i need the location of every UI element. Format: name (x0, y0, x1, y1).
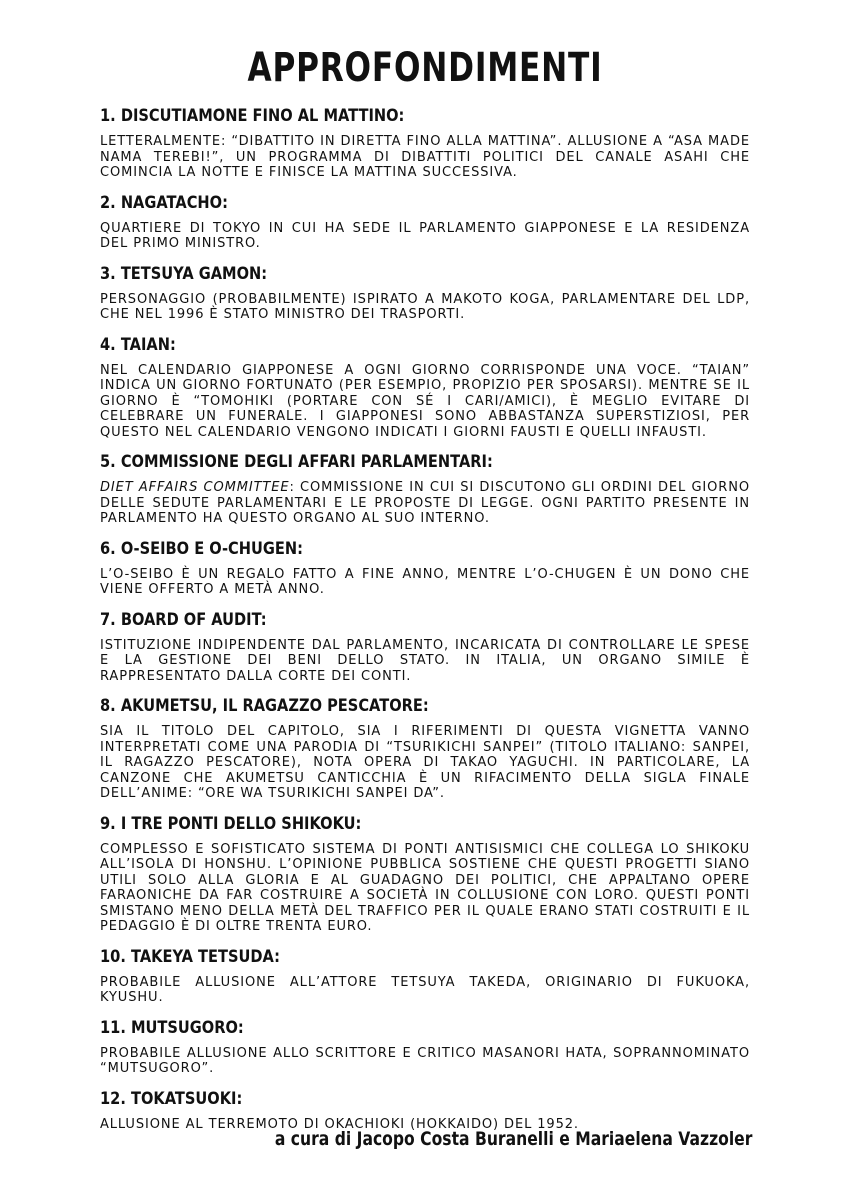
note-body: SIA IL TITOLO DEL CAPITOLO, SIA I RIFERIMENTI DI QUESTA VIGNETTA VANNO INTERPRETATI COME UNA PARODIA DI “TSURIKICHI SANPEI” (TITOLO ITALIANO: SANPEI, IL RAGAZZO PESCATORE), NOTA OPERA DI TAKAO YAGUCHI. IN PARTICOLARE, LA CANZONE CHE AKUMETSU CANTICCHIA È UN RIFACIMENTO DELLA SIGLA FINALE DELL’ANIME: “ORE WA TSURIKICHI SANPEI DA”. (100, 724, 750, 801)
note-heading: 9. I TRE PONTI DELLO SHIKOKU: (100, 813, 362, 834)
credits: a cura di Jacopo Costa Buranelli e Mariaelena Vazzoler (274, 1128, 752, 1150)
note-heading: 8. AKUMETSU, IL RAGAZZO PESCATORE: (100, 696, 429, 716)
note-item (100, 694, 750, 802)
note-item (100, 104, 750, 181)
note-item (100, 608, 750, 685)
note-heading: 7. BOARD OF AUDIT: (100, 609, 267, 630)
note-heading: 1. DISCUTIAMONE FINO AL MATTINO: (100, 106, 405, 126)
note-body: ALLUSIONE AL TERREMOTO DI OKACHIOKI (HOKKAIDO) DEL 1952. (100, 1116, 579, 1132)
page-title: APPROFONDIMENTI (247, 45, 603, 91)
note-body-italic: DIET AFFAIRS COMMITTEE (100, 480, 290, 495)
note-body: L’O-SEIBO È UN REGALO FATTO A FINE ANNO, MENTRE L’O-CHUGEN È UN DONO CHE VIENE OFFERTO A METÀ ANNO. (100, 566, 750, 597)
note-heading: 11. MUTSUGORO: (100, 1017, 244, 1038)
note-heading: 10. TAKEYA TETSUDA: (100, 946, 280, 967)
note-body-text: : COMMISSIONE IN CUI SI DISCUTONO GLI ORDINI DEL GIORNO DELLE SEDUTE PARLAMENTARI E LE PROPOSTE DI LEGGE. OGNI PARTITO PRESENTE IN PARLAMENTO HA QUESTO ORGANO AL SUO INTERNO. (100, 480, 750, 526)
note-body: PERSONAGGIO (PROBABILMENTE) ISPIRATO A MAKOTO KOGA, PARLAMENTARE DEL LDP, CHE NEL 1996 È STATO MINISTRO DEI TRASPORTI. (100, 291, 750, 322)
note-body (100, 480, 750, 527)
note-heading: 3. TETSUYA GAMON: (100, 263, 268, 284)
note-heading: 12. TOKATSUOKI: (100, 1088, 243, 1109)
note-heading: 2. NAGATACHO: (100, 192, 228, 213)
note-body: ISTITUZIONE INDIPENDENTE DAL PARLAMENTO, INCARICATA DI CONTROLLARE LE SPESE E LA GESTIONE DEI BENI DELLO STATO. IN ITALIA, UN ORGANO SIMILE È RAPPRESENTATO DALLA CORTE DEI CONTI. (100, 637, 750, 684)
note-item (100, 945, 750, 1006)
note-body: NEL CALENDARIO GIAPPONESE A OGNI GIORNO CORRISPONDE UNA VOCE. “TAIAN” INDICA UN GIORNO FORTUNATO (PER ESEMPIO, PROPIZIO PER SPOSARSI). MENTRE SE IL GIORNO È “TOMOHIKI (PORTARE CON SÉ I CARI/AMICI), È MEGLIO EVITARE DI CELEBRARE UN FUNERALE. I GIAPPONESI SONO ABBASTANZA SUPERSTIZIOSI, PER QUESTO NEL CALENDARIO VENGONO INDICATI I GIORNI FAUSTI E QUELLI INFAUSTI. (100, 362, 750, 440)
note-heading: 4. TAIAN: (100, 334, 176, 355)
note-body: QUARTIERE DI TOKYO IN CUI HA SEDE IL PARLAMENTO GIAPPONESE E LA RESIDENZA DEL PRIMO MINISTRO. (100, 220, 750, 251)
notes-list (100, 104, 750, 1142)
note-body: PROBABILE ALLUSIONE ALLO SCRITTORE E CRITICO MASANORI HATA, SOPRANNOMINATO “MUTSUGORO”. (100, 1045, 750, 1076)
note-body: PROBABILE ALLUSIONE ALL’ATTORE TETSUYA TAKEDA, ORIGINARIO DI FUKUOKA, KYUSHU. (100, 974, 750, 1005)
note-item (100, 812, 750, 935)
note-item (100, 537, 750, 598)
note-item (100, 191, 750, 252)
note-item (100, 262, 750, 323)
note-item (100, 1016, 750, 1077)
note-body: COMPLESSO E SOFISTICATO SISTEMA DI PONTI ANTISISMICI CHE COLLEGA LO SHIKOKU ALL’ISOLA DI HONSHU. L’OPINIONE PUBBLICA SOSTIENE CHE QUESTI PROGETTI SIANO UTILI SOLO ALLA GLORIA E AL GUADAGNO DEI POLITICI, CHE APPALTANO OPERE FARAONICHE DA FAR COSTRUIRE A SOCIETÀ IN COLLUSIONE CON LORO. QUESTI PONTI SMISTANO MENO DELLA METÀ DEL TRAFFICO PER IL QUALE ERANO STATI COSTRUITI E IL PEDAGGIO È DI OLTRE TRENTA EURO. (100, 841, 750, 934)
note-item (100, 333, 750, 441)
note-heading: 6. O-SEIBO E O-CHUGEN: (100, 538, 303, 559)
note-heading: 5. COMMISSIONE DEGLI AFFARI PARLAMENTARI: (100, 452, 493, 472)
note-body: LETTERALMENTE: “DIBATTITO IN DIRETTA FINO ALLA MATTINA”. ALLUSIONE A “ASA MADE NAMA TEREBI!”, UN PROGRAMMA DI DIBATTITI POLITICI DEL CANALE ASAHI CHE COMINCIA LA NOTTE E FINISCE LA MATTINA SUCCESSIVA. (100, 134, 750, 180)
note-item (100, 450, 750, 527)
